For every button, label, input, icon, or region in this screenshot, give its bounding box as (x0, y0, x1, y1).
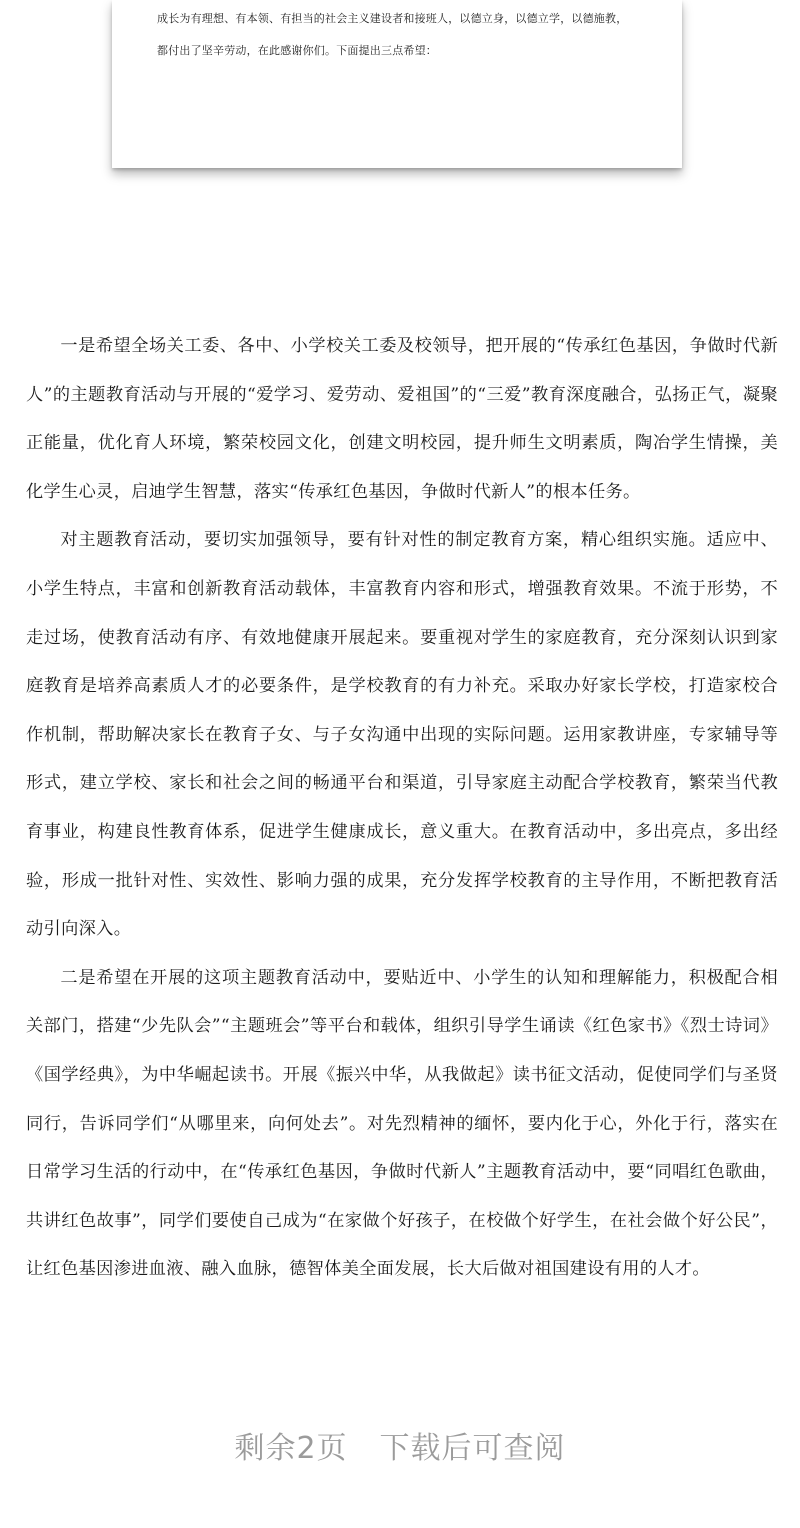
paragraph-2: 对主题教育活动，要切实加强领导，要有针对性的制定教育方案，精心组织实施。适应中、小学生特点，丰富和创新教育活动载体，丰富教育内容和形式，增强教育效果。不流于形势，不走过场，使教育活动有序、有效地健康开展起来。要重视对学生的家庭教育，充分深刻认识到家庭教育是培养高素质人才的必要条件，是学校教育的有力补充。采取办好家长学校，打造家校合作机制，帮助解决家长在教育子女、与子女沟通中出现的实际问题。运用家教讲座，专家辅导等形式，建立学校、家长和社会之间的畅通平台和渠道，引导家庭主动配合学校教育，繁荣当代教育事业，构建良性教育体系，促进学生健康成长，意义重大。在教育活动中，多出亮点，多出经验，形成一批针对性、实效性、影响力强的成果，充分发挥学校教育的主导作用，不断把教育活动引向深入。 (26, 530, 778, 940)
document-body (26, 322, 778, 1294)
download-prompt[interactable] (0, 1425, 800, 1473)
download-hint-text: 下载后可查阅 (379, 1431, 566, 1466)
preview-line-1: 成长为有理想、有本领、有担当的社会主义建设者和接班人，以德立身，以德立学，以德施教， (157, 12, 628, 25)
paragraph-3: 二是希望在开展的这项主题教育活动中，要贴近中、小学生的认知和理解能力，积极配合相关部门，搭建“少先队会”“主题班会”等平台和载体，组织引导学生诵读《红色家书》《烈士诗词》《国学经典》，为中华崛起读书。开展《振兴中华，从我做起》读书征文活动，促使同学们与圣贤同行，告诉同学们“从哪里来，向何处去”。对先烈精神的缅怀，要内化于心，外化于行，落实在日常学习生活的行动中，在“传承红色基因，争做时代新人”主题教育活动中，要“同唱红色歌曲，共讲红色故事”，同学们要使自己成为“在家做个好孩子，在校做个好学生，在社会做个好公民”，让红色基因渗进血液、融入血脉，德智体美全面发展，长大后做对祖国建设有用的人才。 (26, 967, 778, 1280)
preview-line-2: 都付出了坚辛劳动，在此感谢你们。下面提出三点希望： (157, 44, 437, 57)
preview-page-card (112, 0, 682, 168)
paragraph-1: 一是希望全场关工委、各中、小学校关工委及校领导，把开展的“传承红色基因，争做时代新人”的主题教育活动与开展的“爱学习、爱劳动、爱祖国”的“三爱”教育深度融合，弘扬正气，凝聚正能量，优化育人环境，繁荣校园文化，创建文明校园，提升师生文明素质，陶冶学生情操，美化学生心灵，启迪学生智慧，落实“传承红色基因，争做时代新人”的根本任务。 (26, 336, 778, 502)
remaining-pages-text: 剩余2页 (234, 1431, 348, 1466)
